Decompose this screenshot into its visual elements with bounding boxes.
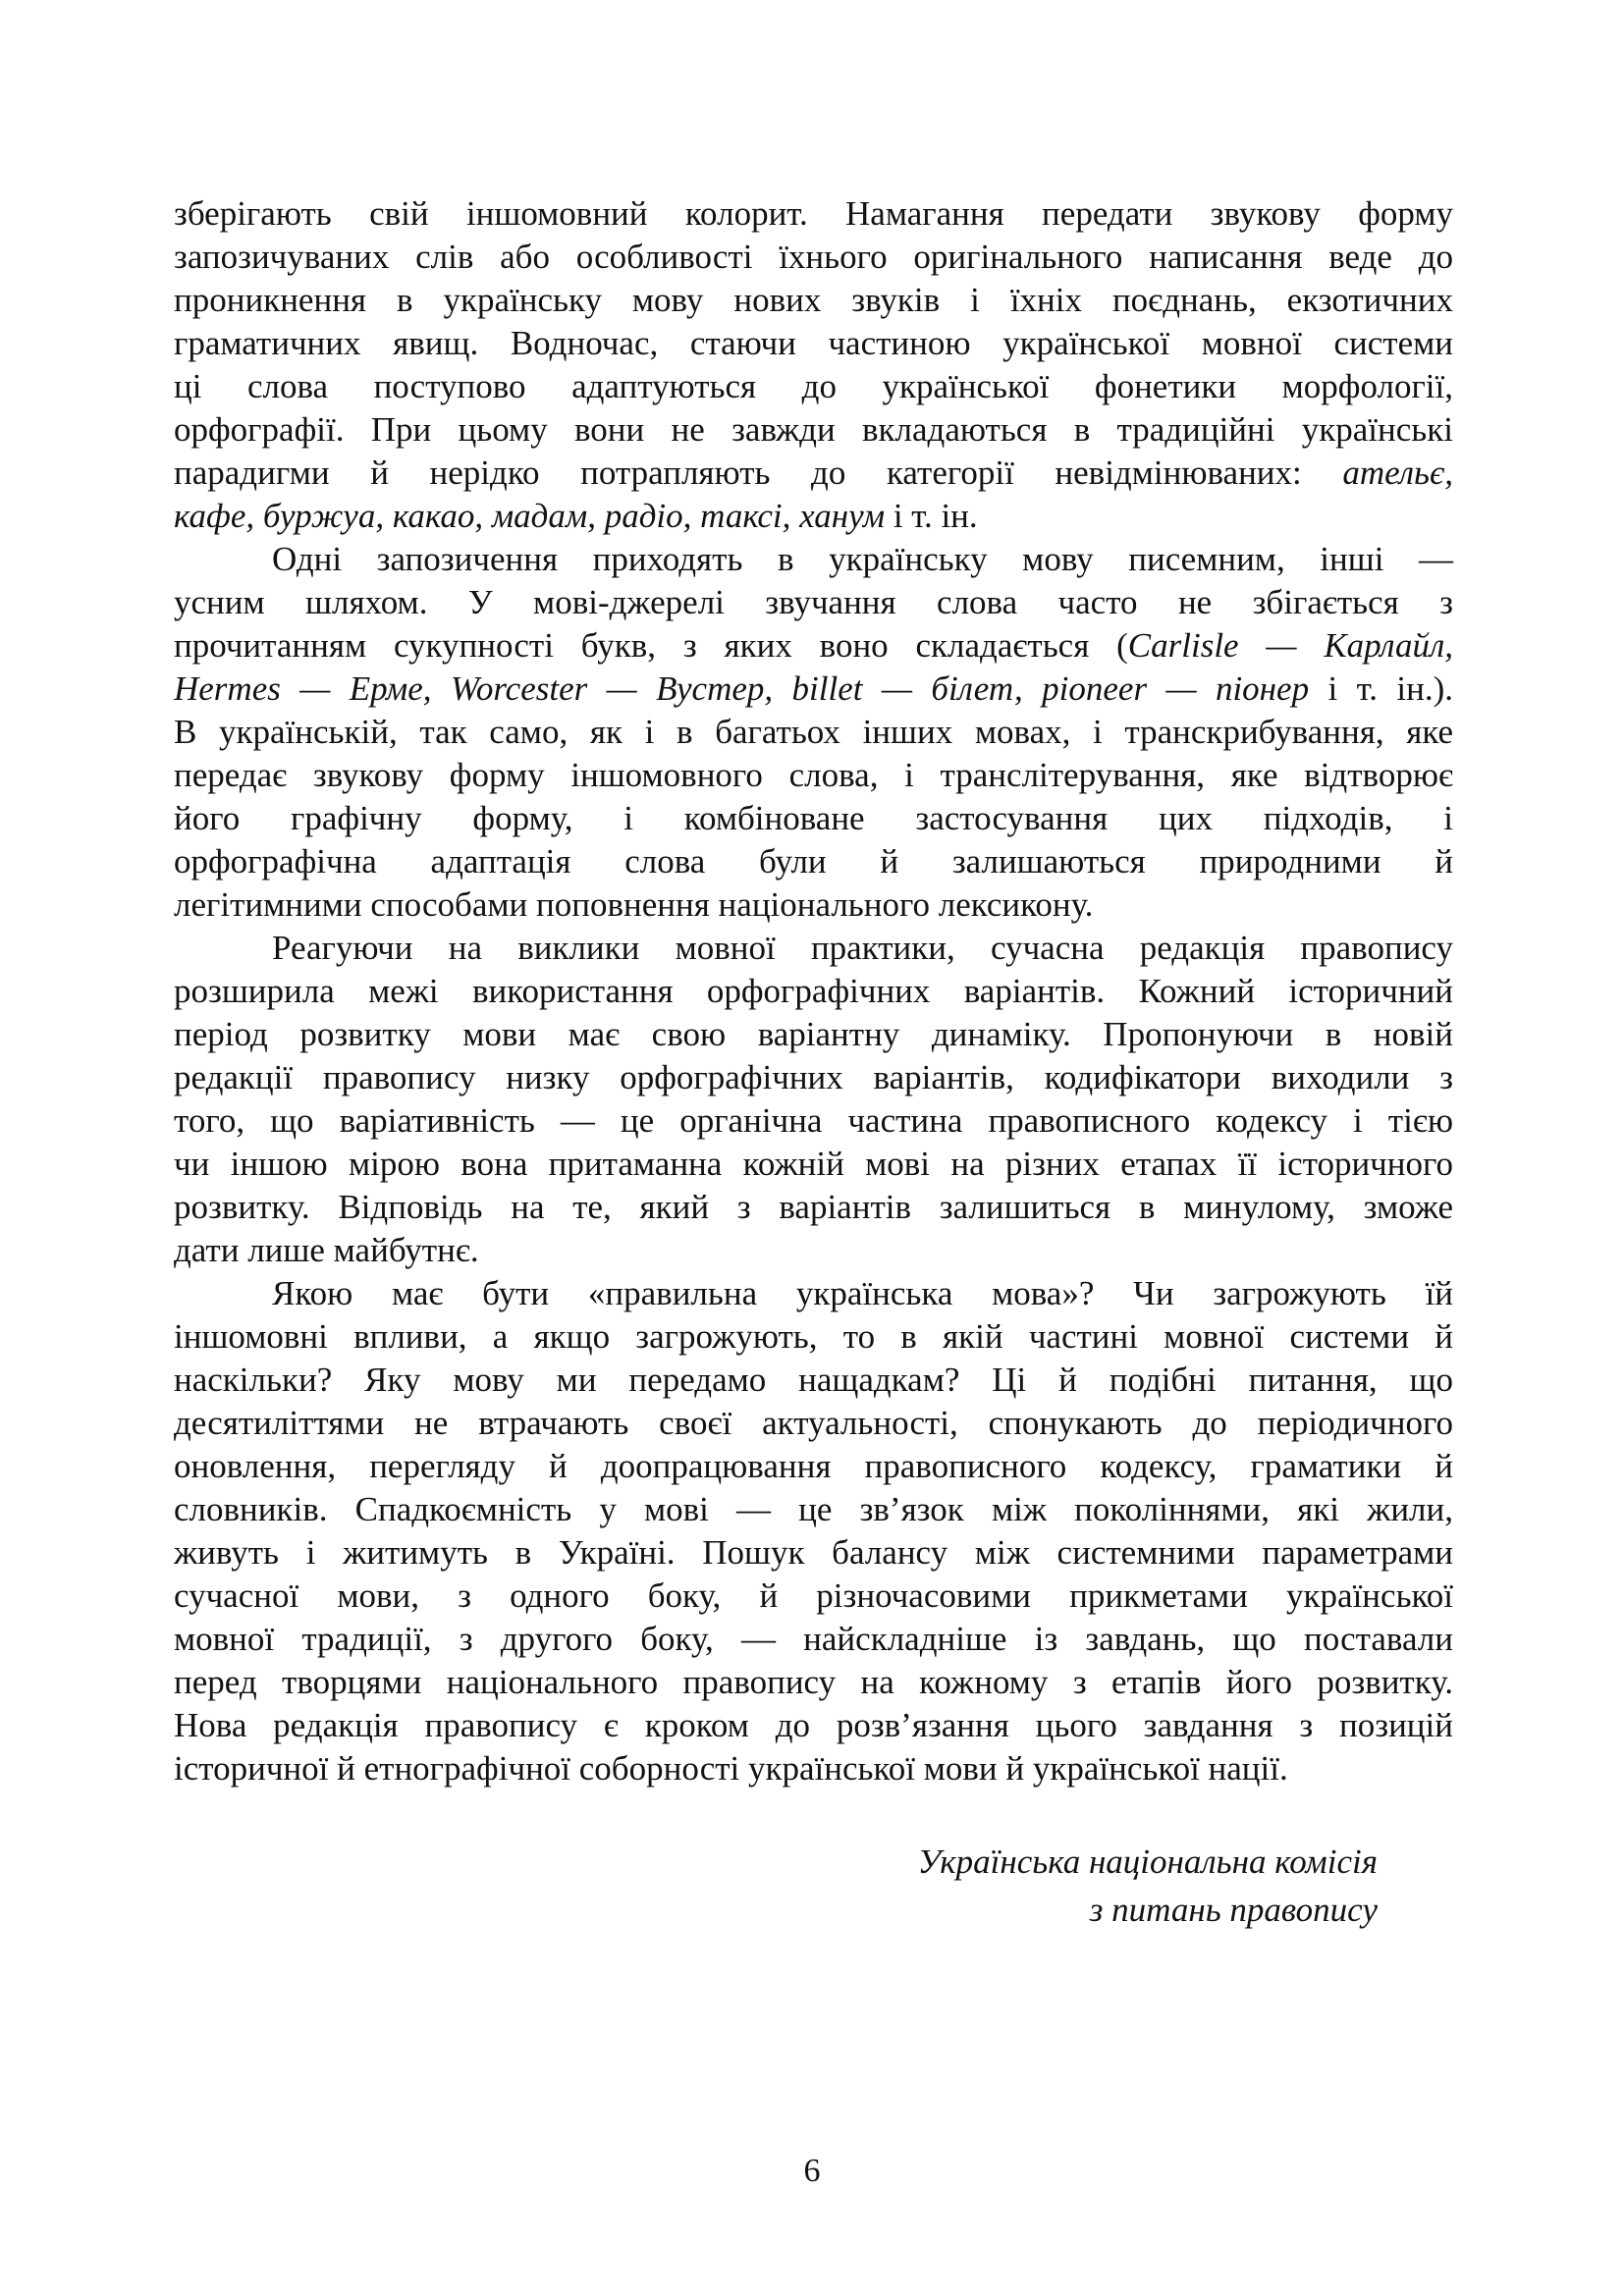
signature-line-2: з питань правопису xyxy=(1089,1891,1378,1929)
text-line: усним шляхом. У мові-джерелі звучання слова часто не збігається з xyxy=(174,583,1453,621)
text-line: десятиліттями не втрачають своєї актуальності, спонукають до періодичного xyxy=(174,1404,1453,1442)
text-line: живуть і житимуть в Україні. Пошук балансу між системними параметрами xyxy=(174,1533,1453,1572)
text-line: кафе, буржуа, какао, мадам, радіо, таксі, ханум і т. ін. xyxy=(174,497,978,535)
body-text xyxy=(174,192,1453,1790)
text-line: історичної й етнографічної соборності української мови й української нації. xyxy=(174,1749,1288,1788)
text-line: легітимними способами поповнення національного лексикону. xyxy=(174,885,1094,924)
text-line: проникнення в українську мову нових звуків і їхніх поєднань, екзотичних xyxy=(174,281,1453,319)
text-line: В українській, так само, як і в багатьох інших мовах, і транскрибування, яке xyxy=(174,713,1453,751)
text-line: Hermes — Ерме, Worcester — Вустер, billet — білет, pioneer — піонер і т. ін.). xyxy=(174,669,1453,708)
text-line: розвитку. Відповідь на те, який з варіантів залишиться в минулому, зможе xyxy=(174,1188,1453,1226)
text-line: того, що варіативність — це органічна частина правописного кодексу і тією xyxy=(174,1101,1453,1140)
paragraph xyxy=(174,538,1453,927)
text-line: дати лише майбутнє. xyxy=(174,1231,479,1269)
text-line: оновлення, перегляду й доопрацювання правописного кодексу, граматики й xyxy=(174,1447,1453,1485)
text-line: перед творцями національного правопису на кожному з етапів його розвитку. xyxy=(174,1663,1453,1701)
text-line: ці слова поступово адаптуються до української фонетики морфології, xyxy=(174,367,1453,405)
text-line: період розвитку мови має свою варіантну динаміку. Пропонуючи в новій xyxy=(174,1015,1453,1053)
signature-line-1: Українська національна комісія xyxy=(917,1842,1378,1881)
text-line: зберігають свій іншомовний колорит. Намагання передати звукову форму xyxy=(174,194,1453,233)
text-line: Якою має бути «правильна українська мова»? Чи загрожують їй xyxy=(272,1274,1453,1312)
text-line: мовної традиції, з другого боку, — найскладніше із завдань, що поставали xyxy=(174,1620,1453,1658)
text-line: його графічну форму, і комбіноване застосування цих підходів, і xyxy=(174,799,1453,837)
text-line: редакції правопису низку орфографічних варіантів, кодифікатори виходили з xyxy=(174,1058,1453,1096)
text-line: Нова редакція правопису є кроком до розв’язання цього завдання з позицій xyxy=(174,1706,1453,1744)
text-line: запозичуваних слів або особливості їхнього оригінального написання веде до xyxy=(174,238,1453,276)
text-line: наскільки? Яку мову ми передамо нащадкам? Ці й подібні питання, що xyxy=(174,1361,1453,1399)
text-line: словників. Спадкоємність у мові — це зв’язок між поколіннями, які жили, xyxy=(174,1490,1453,1528)
text-line: орфографічна адаптація слова були й залишаються природними й xyxy=(174,842,1453,881)
text-line: прочитанням сукупності букв, з яких воно складається (Carlisle — Карлайл, xyxy=(174,626,1453,665)
text-line: граматичних явищ. Водночас, стаючи частиною української мовної системи xyxy=(174,324,1453,362)
text-line: чи іншою мірою вона притаманна кожній мові на різних етапах її історичного xyxy=(174,1145,1453,1183)
text-line: Реагуючи на виклики мовної практики, сучасна редакція правопису xyxy=(272,929,1453,967)
page-number: 6 xyxy=(803,2153,821,2189)
text-line: передає звукову форму іншомовного слова, і транслітерування, яке відтворює xyxy=(174,756,1453,794)
text-line: іншомовні впливи, а якщо загрожують, то в якій частині мовної системи й xyxy=(174,1317,1453,1356)
text-line: Одні запозичення приходять в українську мову писемним, інші — xyxy=(272,540,1453,578)
signature-block xyxy=(174,1838,1453,1934)
text-line: орфографії. При цьому вони не завжди вкладаються в традиційні українські xyxy=(174,410,1453,449)
paragraph xyxy=(174,192,1453,538)
paragraph xyxy=(174,927,1453,1272)
text-line: парадигми й нерідко потрапляють до категорії невідмінюваних: ательє, xyxy=(174,454,1453,492)
text-line: сучасної мови, з одного боку, й різночасовими прикметами української xyxy=(174,1576,1453,1615)
paragraph xyxy=(174,1272,1453,1790)
text-line: розширила межі використання орфографічних варіантів. Кожний історичний xyxy=(174,972,1453,1010)
